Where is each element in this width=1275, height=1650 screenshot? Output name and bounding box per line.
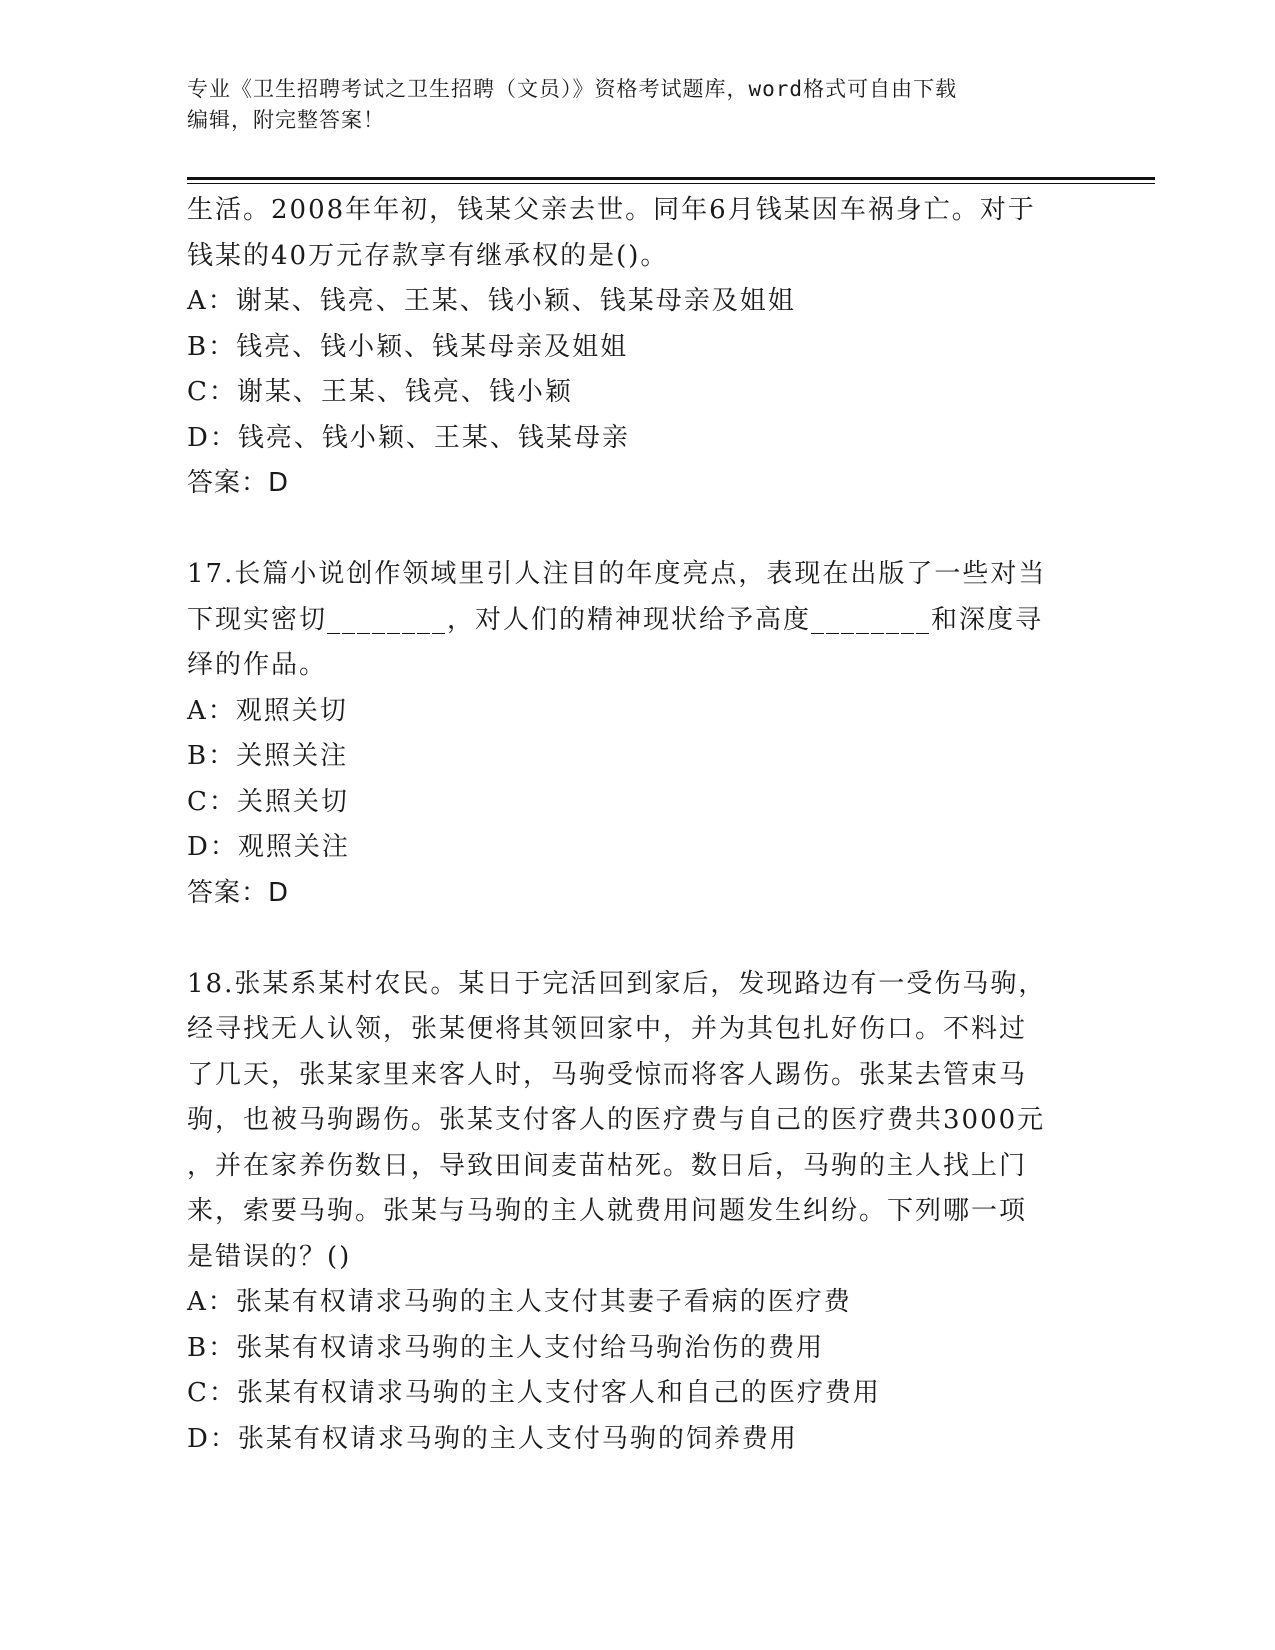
question-17 (187, 552, 1087, 916)
question-stem-line: 绎的作品。 (187, 650, 328, 680)
spacer (187, 916, 1087, 962)
question-stem-line: 生活。2008年年初，钱某父亲去世。同年6月钱某因车祸身亡。对于 (187, 195, 1036, 225)
header-divider-thin (187, 183, 1155, 184)
option-a: A：谢某、钱亮、王某、钱小颖、钱某母亲及姐姐 (187, 286, 796, 316)
option-b: B：张某有权请求马驹的主人支付给马驹治伤的费用 (187, 1332, 825, 1363)
answer-line: 答案：D (187, 877, 290, 908)
question-stem-line: 经寻找无人认领，张某便将其领回家中，并为其包扎好伤口。不料过 (187, 1014, 1028, 1044)
question-stem-line: 下现实密切________，对人们的精神现状给予高度________和深度寻 (187, 604, 1044, 635)
option-c: C：张某有权请求马驹的主人支付客人和自己的医疗费用 (187, 1378, 881, 1408)
spacer (187, 507, 1087, 553)
page-header (187, 74, 1087, 136)
option-d: D：钱亮、钱小颖、王某、钱某母亲 (187, 422, 630, 453)
question-stem-line: 17.长篇小说创作领域里引人注目的年度亮点，表现在出版了一些对当 (187, 559, 1047, 589)
header-line-1: 专业《卫生招聘考试之卫生招聘（文员）》资格考试题库，word格式可自由下载 (187, 77, 958, 101)
option-c: C：关照关切 (187, 786, 349, 817)
question-stem-line: 18.张某系某村农民。某日于完活回到家后，发现路边有一受伤马驹， (187, 968, 1047, 999)
question-stem-line: 驹，也被马驹踢伤。张某支付客人的医疗费与自己的医疗费共3000元 (187, 1105, 1046, 1135)
question-stem-line: ，并在家养伤数日，导致田间麦苗枯死。数日后，马驹的主人找上门 (187, 1150, 1028, 1181)
header-line-2: 编辑，附完整答案！ (187, 108, 385, 132)
question-stem-line: 钱某的40万元存款享有继承权的是()。 (187, 240, 669, 271)
option-b: B：钱亮、钱小颖、钱某母亲及姐姐 (187, 331, 629, 362)
question-16 (187, 188, 1087, 507)
question-18 (187, 962, 1087, 1463)
document-body (187, 188, 1087, 1462)
question-stem-line: 是错误的？() (187, 1241, 352, 1272)
option-b: B：关照关注 (187, 741, 349, 771)
option-a: A：观照关切 (187, 695, 348, 726)
question-stem-line: 了几天，张某家里来客人时，马驹受惊而将客人踢伤。张某去管束马 (187, 1059, 1028, 1090)
option-a: A：张某有权请求马驹的主人支付其妻子看病的医疗费 (187, 1287, 852, 1317)
question-stem-line: 来，索要马驹。张某与马驹的主人就费用问题发生纠纷。下列哪一项 (187, 1196, 1028, 1226)
answer-line: 答案：D (187, 468, 290, 498)
option-d: D：张某有权请求马驹的主人支付马驹的饲养费用 (187, 1423, 798, 1454)
header-divider-thick (187, 177, 1155, 180)
option-d: D：观照关注 (187, 832, 350, 862)
option-c: C：谢某、王某、钱亮、钱小颖 (187, 377, 573, 407)
